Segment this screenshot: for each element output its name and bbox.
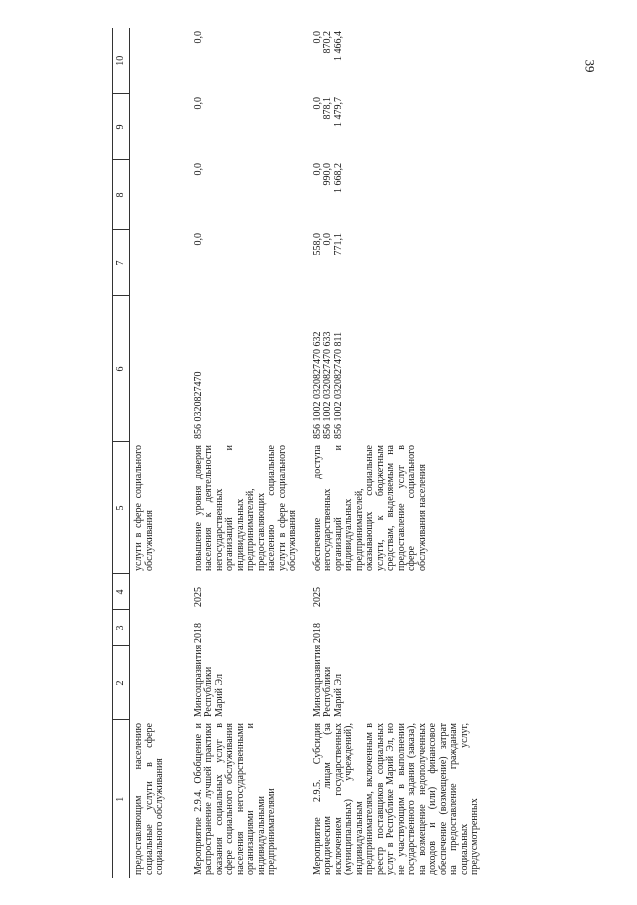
value-line: 870,2 (322, 31, 333, 54)
table-row (180, 28, 299, 878)
activity-name: Мероприятие 2.9.5. Субсидия юридическим лицам (за исключением государственных (муниципальных) учреждений), индивидуальным предпринимателям, включенным в реестр поставщиков социальных услуг в Республике Марий Эл, но не участвующим в выполнении государственного задания (заказа), на возмещение недополученных доходов и (или) финансовое обеспечение (возмещение) затрат на предоставление гражданам социальных услуг, предусмотренных (311, 723, 480, 875)
value-line: 771,1 (332, 233, 344, 256)
value-2020 (180, 94, 299, 160)
value-line: 0,0 (192, 233, 204, 246)
value-2021 (180, 28, 299, 94)
value-line: 878,1 (322, 97, 333, 120)
header-cell: 6 (113, 296, 130, 442)
budget-code-line: 856 1002 0320827470 633 (322, 331, 333, 439)
value-2019 (299, 160, 481, 230)
value-line: 0,0 (322, 233, 333, 246)
end-year (130, 574, 180, 610)
value-line: 1 466,4 (332, 31, 344, 61)
executor (130, 646, 180, 720)
expected-result: обеспечение доступа негосударственных организаций и индивидуальных предпринимателей, оказывающих социальные услуги, к бюджетным средствам, выделяемым на предоставление услуг в сфере социального обслуживания населения (311, 445, 428, 571)
budget-code-line: 856 1002 0320827470 811 (332, 331, 344, 439)
budget-code (180, 296, 299, 442)
executor: Минсоцразвития Республики Марий Эл (311, 644, 344, 717)
budget-code-line: 856 1002 0320827470 632 (311, 331, 323, 439)
table-row (299, 28, 481, 878)
value-line: 990,0 (322, 163, 333, 186)
budget-code (299, 296, 481, 442)
value-2018 (180, 230, 299, 296)
start-year (130, 610, 180, 646)
value-line: 1 668,2 (332, 163, 344, 193)
expected-result: повышение уровня доверия населения к деятельности негосударственных организаций и индивидуальных предпринимателей, предоставляющих населению социальные услуги в сфере социального обслуживания (192, 445, 298, 571)
header-cell: 10 (113, 28, 130, 94)
budget-code-line: 856 0320827470 (192, 371, 204, 439)
value-2020 (299, 94, 481, 160)
header-cell: 7 (113, 230, 130, 296)
start-year: 2018 (311, 623, 323, 643)
value-2019 (180, 160, 299, 230)
value-line: 0,0 (192, 31, 204, 44)
activity-name: предоставляющим населению социальные услуги в сфере социального обслуживания (133, 723, 165, 875)
table-row (130, 28, 180, 878)
value-2019 (130, 160, 180, 230)
value-line: 0,0 (192, 163, 204, 176)
executor: Минсоцразвития Республики Марий Эл (192, 644, 225, 717)
header-row (113, 28, 130, 878)
value-line: 0,0 (311, 31, 323, 44)
page-number: 39 (582, 59, 598, 73)
value-2018 (130, 230, 180, 296)
value-2021 (130, 28, 180, 94)
end-year: 2025 (311, 587, 323, 607)
value-line: 558,0 (311, 233, 323, 256)
header-cell: 8 (113, 160, 130, 230)
header-cell: 5 (113, 442, 130, 574)
value-line: 1 479,7 (332, 97, 344, 127)
value-2020 (130, 94, 180, 160)
header-cell: 9 (113, 94, 130, 160)
header-cell: 4 (113, 574, 130, 610)
value-2018 (299, 230, 481, 296)
budget-code (130, 296, 180, 442)
expected-result: услуги в сфере социального обслуживания (133, 445, 155, 571)
value-line: 0,0 (311, 163, 323, 176)
value-2021 (299, 28, 481, 94)
activity-name: Мероприятие 2.9.4. Обобщение и распространение лучшей практики оказания социальных услуг в сфере социального обслуживания населения негосударственными организациями и индивидуальными предпринимателями (192, 723, 277, 875)
header-cell: 2 (113, 646, 130, 720)
end-year: 2025 (192, 587, 204, 607)
rotated-page (112, 28, 637, 878)
value-line: 0,0 (311, 97, 323, 110)
start-year: 2018 (192, 623, 204, 643)
value-line: 0,0 (192, 97, 204, 110)
header-cell: 3 (113, 610, 130, 646)
header-cell: 1 (113, 720, 130, 878)
program-table (112, 28, 481, 878)
